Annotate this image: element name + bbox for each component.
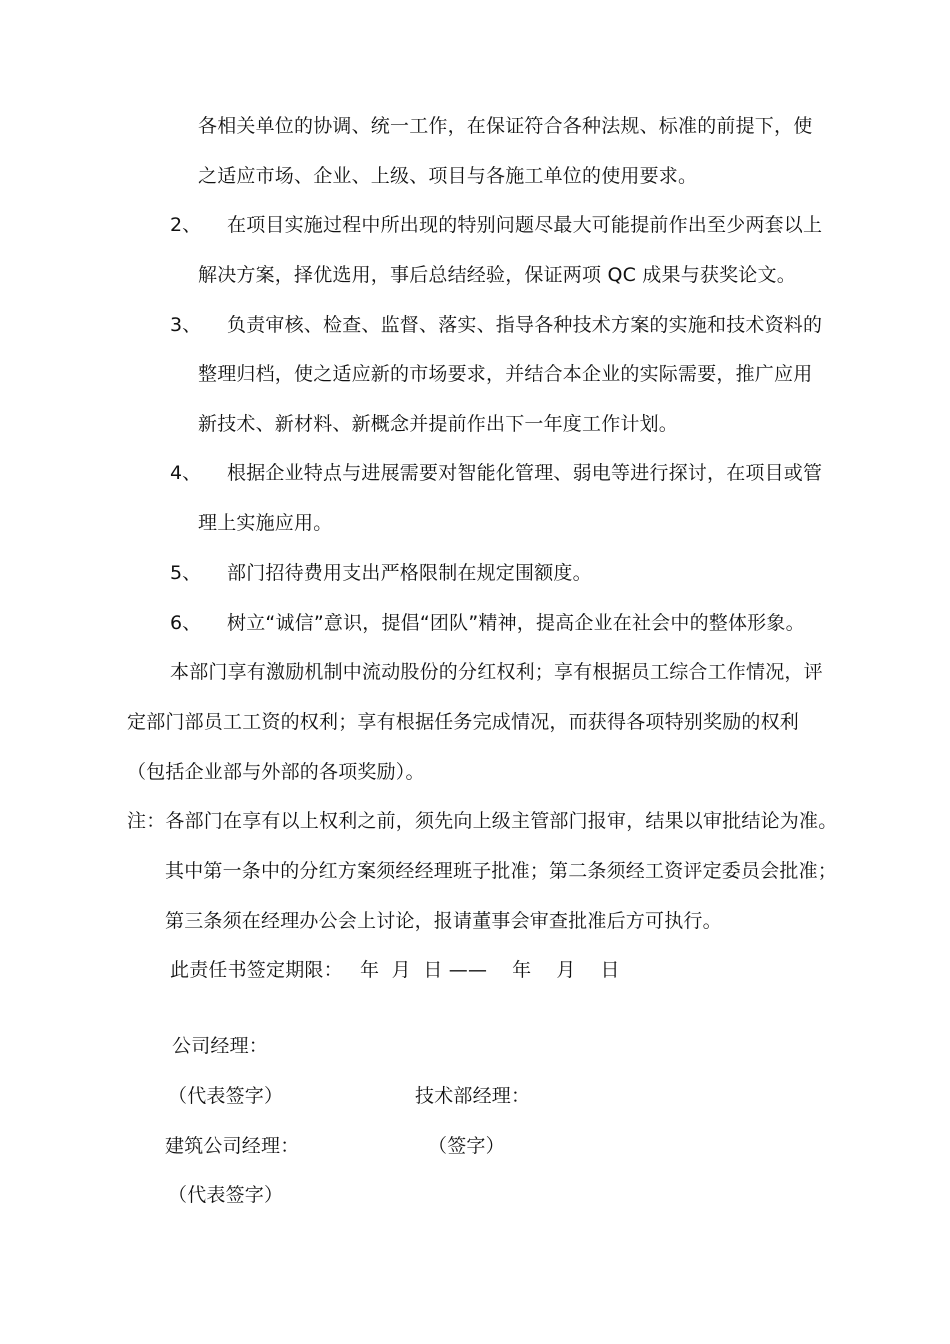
construction-rep-sign-label: （代表签字） (168, 1184, 284, 1206)
list-item-text: 理上实施应用。 (198, 512, 333, 534)
construction-manager-label: 建筑公司经理： (165, 1135, 300, 1157)
list-item-text: 部门招待费用支出严格限制在规定围额度。 (227, 562, 592, 584)
term-dates: 年 月 日 —— 年 月 日 (360, 959, 620, 981)
list-item-number: 2、 (170, 214, 202, 236)
rights-paragraph-line: 定部门部员工工资的权利；享有根据任务完成情况，而获得各项特别奖励的权利 (127, 711, 800, 733)
rights-paragraph-line: 本部门享有激励机制中流动股份的分红权利；享有根据员工综合工作情况，评 (170, 661, 823, 683)
list-item-text: 负责审核、检查、监督、落实、指导各种技术方案的实施和技术资料的 (227, 314, 823, 336)
list-item-text: 新技术、新材料、新概念并提前作出下一年度工作计划。 (198, 413, 679, 435)
list-item-number: 4、 (170, 462, 202, 484)
list-item-text: 解决方案，择优选用，事后总结经验，保证两项 QC 成果与获奖论文。 (198, 264, 796, 286)
list-item-number: 6、 (170, 612, 202, 634)
note-line: 第三条须在经理办公会上讨论，报请董事会审查批准后方可执行。 (165, 910, 722, 932)
list-item-text: 整理归档，使之适应新的市场要求，并结合本企业的实际需要，推广应用 (198, 363, 813, 385)
note-line: 其中第一条中的分红方案须经经理班子批准；第二条须经工资评定委员会批准； (165, 860, 838, 882)
rights-paragraph-line: （包括企业部与外部的各项奖励）。 (127, 761, 425, 783)
list-item-text: 在项目实施过程中所出现的特别问题尽最大可能提前作出至少两套以上 (227, 214, 823, 236)
company-manager-label: 公司经理： (172, 1035, 269, 1057)
note-line: 注：各部门在享有以上权利之前，须先向上级主管部门报审，结果以审批结论为准。 (127, 810, 838, 832)
paragraph-line: 之适应市场、企业、上级、项目与各施工单位的使用要求。 (198, 165, 698, 187)
list-item-number: 5、 (170, 562, 202, 584)
list-item-text: 树立“诚信”意识，提倡“团队”精神，提高企业在社会中的整体形象。 (227, 612, 805, 634)
list-item-text: 根据企业特点与进展需要对智能化管理、弱电等进行探讨，在项目或管 (227, 462, 823, 484)
tech-sign-label: （签字） (428, 1135, 505, 1157)
company-rep-sign-label: （代表签字） (168, 1085, 284, 1107)
list-item-number: 3、 (170, 314, 202, 336)
tech-manager-label: 技术部经理： (415, 1085, 531, 1107)
term-label: 此责任书签定期限： (170, 959, 343, 981)
paragraph-line: 各相关单位的协调、统一工作，在保证符合各种法规、标准的前提下，使 (198, 115, 813, 137)
